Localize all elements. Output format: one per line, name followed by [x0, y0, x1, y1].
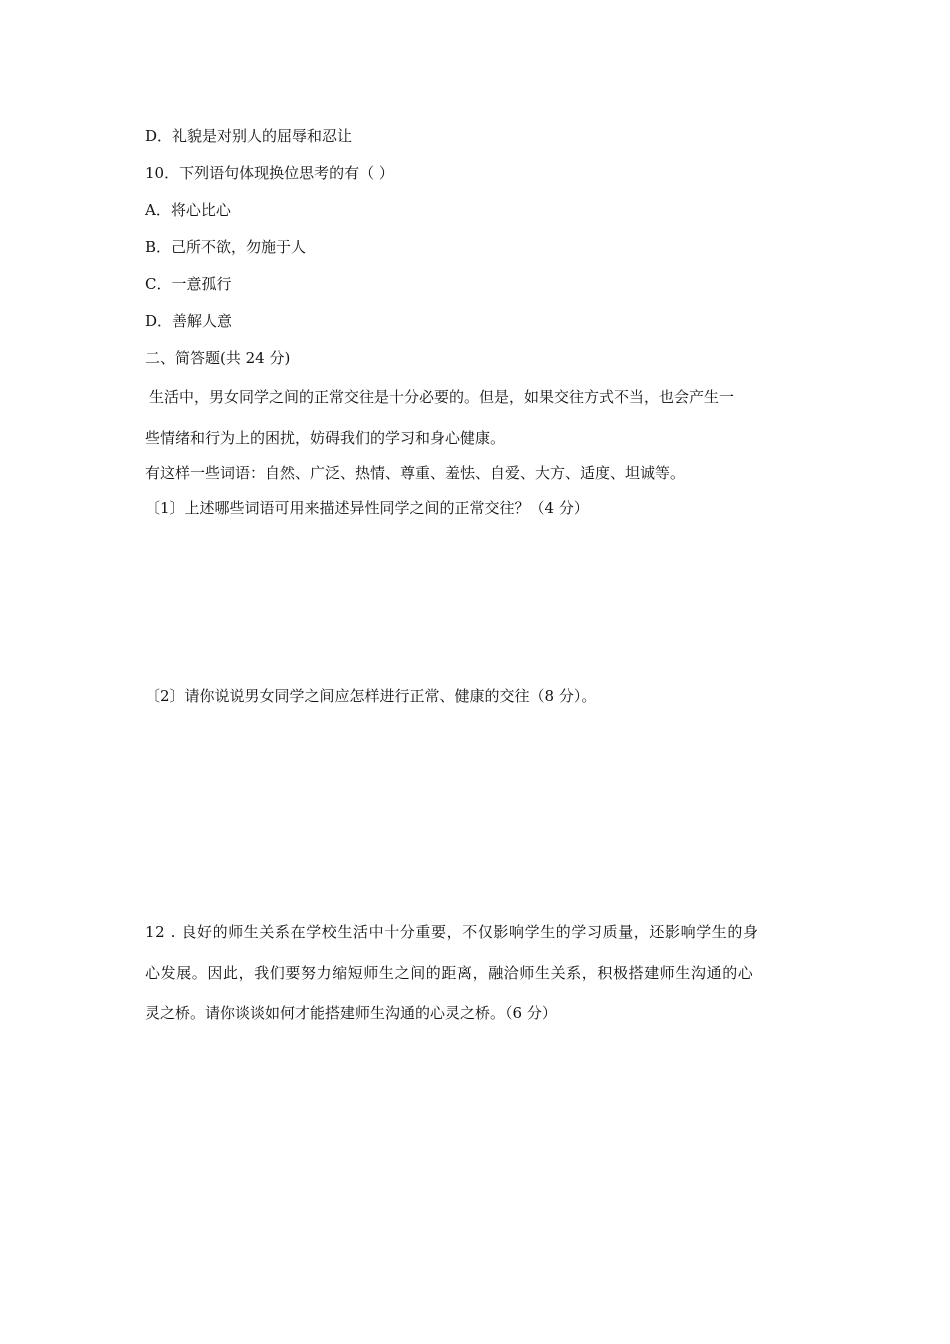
- q11-paragraph-line-1: 生活中，男女同学之间的正常交往是十分必要的。但是，如果交往方式不当，也会产生一: [149, 388, 735, 406]
- q10-option-a: A．将心比心: [145, 201, 231, 219]
- q10-option-d: D．善解人意: [145, 312, 233, 330]
- q12-line-3: 灵之桥。请你谈谈如何才能搭建师生沟通的心灵之桥。（6 分）: [145, 1004, 557, 1022]
- q12-line-2: 心发展。因此，我们要努力缩短师生之间的距离，融洽师生关系，积极搭建师生沟通的心: [145, 964, 754, 982]
- q9-option-d: D．礼貌是对别人的屈辱和忍让: [145, 127, 353, 145]
- q11-subquestion-2: 〔2〕请你说说男女同学之间应怎样进行正常、健康的交往（8 分）。: [145, 687, 597, 705]
- q11-word-list: 有这样一些词语：自然、广泛、热情、尊重、羞怯、自爱、大方、适度、坦诚等。: [145, 464, 686, 482]
- q10-option-c: C．一意孤行: [145, 275, 232, 293]
- q12-line-1: 12 . 良好的师生关系在学校生活中十分重要，不仅影响学生的学习质量，还影响学生的身: [145, 923, 759, 941]
- q11-paragraph-line-2: 些情绪和行为上的困扰，妨碍我们的学习和身心健康。: [145, 429, 506, 447]
- q10-option-b: B．己所不欲，勿施于人: [145, 238, 307, 256]
- q11-subquestion-1: 〔1〕上述哪些词语可用来描述异性同学之间的正常交往？（4 分）: [145, 499, 589, 517]
- q10-stem: 10．下列语句体现换位思考的有（ ）: [145, 164, 394, 182]
- section-2-title: 二、简答题(共 24 分): [145, 349, 291, 367]
